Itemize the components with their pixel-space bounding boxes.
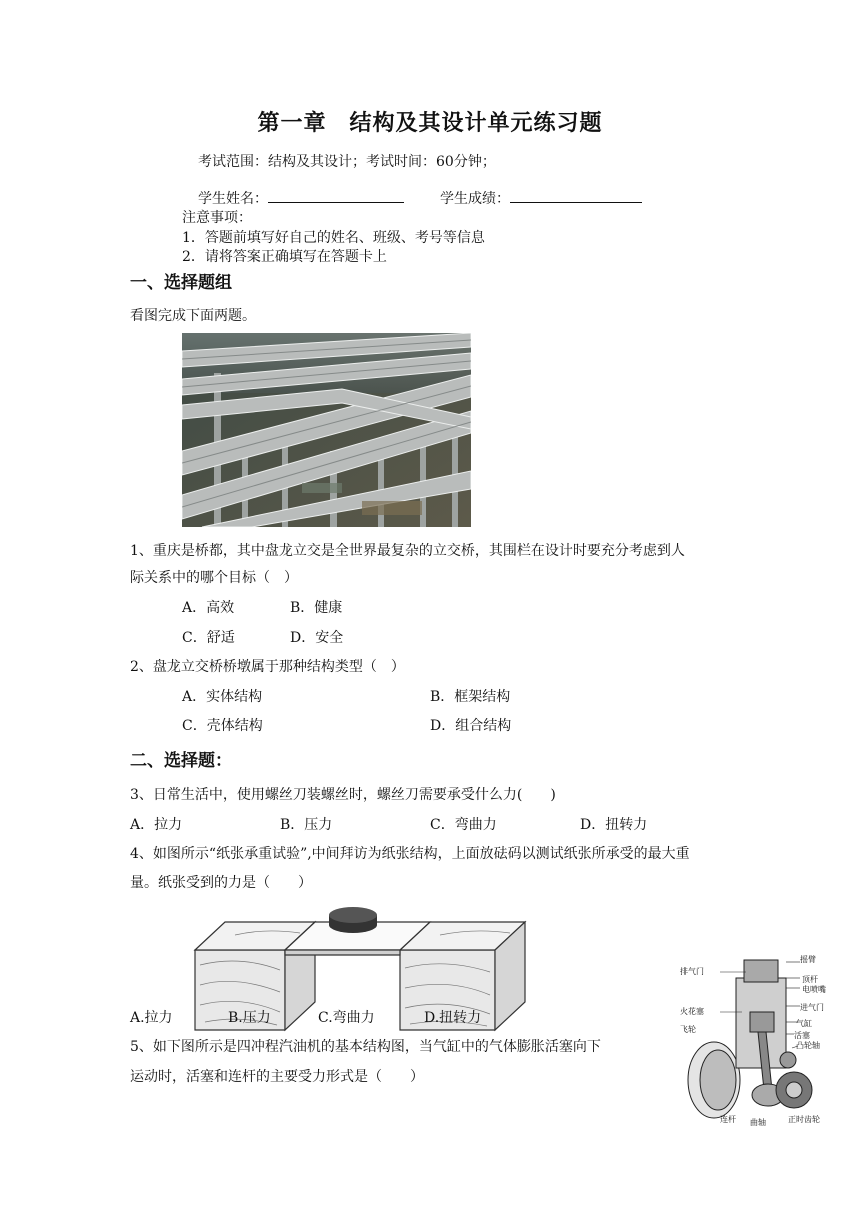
notes-label: 注意事项： xyxy=(182,210,252,226)
q1-option-a[interactable]: A．高效 xyxy=(182,600,235,616)
q3-option-a[interactable]: A．拉力 xyxy=(130,817,183,833)
question-5-line-1: 5、如下图所示是四冲程汽油机的基本结构图，当气缸中的气体膨胀活塞向下 xyxy=(130,1039,601,1055)
question-3: 3、日常生活中，使用螺丝刀装螺丝时，螺丝刀需要承受什么力( ) xyxy=(130,787,556,803)
question-5-line-2: 运动时，活塞和连杆的主要受力形式是（ ） xyxy=(130,1069,424,1085)
q2-option-d[interactable]: D．组合结构 xyxy=(430,718,512,734)
q2-option-a[interactable]: A．实体结构 xyxy=(182,689,263,705)
engine-label-spark-plug: 火花塞 xyxy=(680,1007,704,1016)
q1-option-d[interactable]: D．安全 xyxy=(290,630,344,646)
q3-option-b[interactable]: B．压力 xyxy=(280,817,333,833)
engine-label-connecting-rod: 连杆 xyxy=(720,1115,736,1124)
engine-label-exhaust-valve: 排气门 xyxy=(680,967,704,976)
engine-label-intake-valve: 进气门 xyxy=(800,1003,824,1012)
engine-label-timing-gear: 正时齿轮 xyxy=(788,1115,820,1124)
exam-info: 考试范围：结构及其设计；考试时间：60分钟； xyxy=(198,154,496,170)
student-score-blank[interactable] xyxy=(510,188,642,203)
section-1-heading: 一、选择题组 xyxy=(130,273,232,293)
page-title: 第一章 结构及其设计单元练习题 xyxy=(257,111,603,136)
student-score-row xyxy=(440,188,642,208)
engine-label-piston: 活塞 xyxy=(794,1031,810,1040)
question-1-line-1: 1、重庆是桥都，其中盘龙立交是全世界最复杂的立交桥，其围栏在设计时要充分考虑到人 xyxy=(130,543,685,559)
question-4-line-2: 量。纸张受到的力是（ ） xyxy=(130,875,312,891)
student-name-label: 学生姓名： xyxy=(198,191,268,207)
q4-option-b[interactable]: B.压力 xyxy=(228,1010,271,1026)
engine-label-camshaft: 凸轮轴 xyxy=(796,1041,820,1050)
engine-label-rocker: 摇臂 xyxy=(800,955,816,964)
engine-diagram xyxy=(676,950,834,1135)
q4-option-d[interactable]: D.扭转力 xyxy=(424,1010,482,1026)
q1-option-b[interactable]: B．健康 xyxy=(290,600,343,616)
q2-option-c[interactable]: C．壳体结构 xyxy=(182,718,263,734)
overpass-photo xyxy=(182,333,471,527)
q1-option-c[interactable]: C．舒适 xyxy=(182,630,235,646)
q3-option-c[interactable]: C．弯曲力 xyxy=(430,817,497,833)
q4-option-c[interactable]: C.弯曲力 xyxy=(318,1010,375,1026)
note-1: 1．答题前填写好自己的姓名、班级、考号等信息 xyxy=(182,230,485,246)
question-2: 2、盘龙立交桥桥墩属于那种结构类型（ ） xyxy=(130,659,405,675)
student-name-blank[interactable] xyxy=(268,188,404,203)
q4-option-a[interactable]: A.拉力 xyxy=(130,1010,173,1026)
question-1-line-2: 际关系中的哪个目标（ ） xyxy=(130,570,298,586)
section-2-heading: 二、选择题： xyxy=(130,751,232,771)
engine-label-push-rod: 顶杆 xyxy=(802,975,818,984)
q3-option-d[interactable]: D．扭转力 xyxy=(580,817,648,833)
note-2: 2．请将答案正确填写在答题卡上 xyxy=(182,249,387,265)
engine-label-injector: 电喷嘴 xyxy=(802,985,826,994)
student-score-label: 学生成绩： xyxy=(440,191,510,207)
question-4-line-1: 4、如图所示“纸张承重试验”,中间拜访为纸张结构，上面放砝码以测试纸张所承受的最大重 xyxy=(130,846,690,862)
q2-option-b[interactable]: B．框架结构 xyxy=(430,689,511,705)
student-name-row xyxy=(198,188,404,208)
engine-label-cylinder: 气缸 xyxy=(796,1019,812,1028)
section-1-intro: 看图完成下面两题。 xyxy=(130,308,256,324)
engine-label-crankshaft: 曲轴 xyxy=(750,1118,766,1127)
engine-label-flywheel: 飞轮 xyxy=(680,1025,696,1034)
